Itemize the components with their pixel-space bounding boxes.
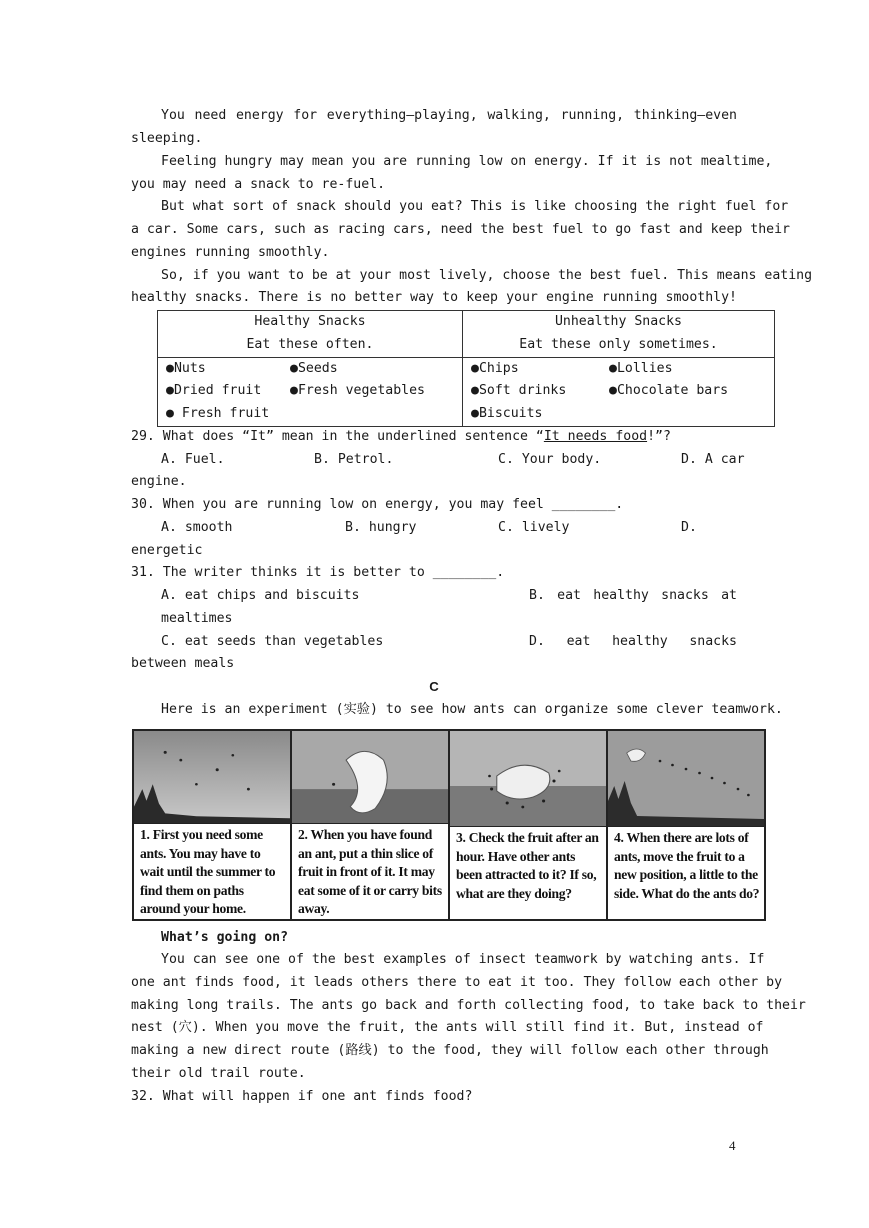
q31-option-c: C. eat seeds than vegetables xyxy=(161,634,384,649)
passage-b-p1-line1: You need energy for everything—playing, walking, running, thinking—even xyxy=(161,108,737,123)
unhealthy-item: ●Chips xyxy=(471,360,519,376)
passage-b-p1-line2: sleeping. xyxy=(131,131,203,146)
q29-option-d: D. A car xyxy=(681,452,745,467)
experiment-panel-1 xyxy=(134,731,292,919)
q29-option-a: A. Fuel. xyxy=(161,452,225,467)
ants-trail-picture xyxy=(608,731,764,827)
q29-option-c: C. Your body. xyxy=(498,452,602,467)
ants-around-fruit-picture xyxy=(450,731,606,827)
healthy-subtitle: Eat these often. xyxy=(246,336,374,352)
experiment-panel-3 xyxy=(450,731,608,919)
q31-option-d: D. eat healthy snacks xyxy=(529,634,737,649)
unhealthy-item: ●Biscuits xyxy=(471,406,543,422)
healthy-header-cell xyxy=(158,311,463,358)
unhealthy-item: ●Chocolate bars xyxy=(609,383,729,399)
q31-option-b: B. eat healthy snacks at xyxy=(529,588,737,603)
q31-option-b-cont: mealtimes xyxy=(161,611,233,626)
unhealthy-item: ●Lollies xyxy=(609,360,673,376)
experiment-panel-4 xyxy=(608,731,764,919)
q29-option-d-cont: engine. xyxy=(131,474,187,489)
healthy-items-cell xyxy=(158,357,463,426)
explanation-line-3: making long trails. The ants go back and forth collecting food, to take back to their xyxy=(131,998,806,1013)
passage-b-p2-line2: you may need a snack to re-fuel. xyxy=(131,177,386,192)
healthy-item: ●Fresh vegetables xyxy=(290,383,425,399)
q30-option-b: B. hungry xyxy=(345,520,417,535)
snack-table xyxy=(157,310,775,427)
passage-b-p3-line2: a car. Some cars, such as racing cars, need the best fuel to go fast and keep their xyxy=(131,222,790,237)
section-c-heading: C xyxy=(429,679,439,694)
passage-b-p3-line1: But what sort of snack should you eat? This is like choosing the right fuel for xyxy=(161,199,789,214)
section-c-subheading: What’s going on? xyxy=(161,930,289,945)
experiment-illustration-strip xyxy=(132,729,766,921)
q30-option-a: A. smooth xyxy=(161,520,233,535)
passage-b-p3-line3: engines running smoothly. xyxy=(131,245,330,260)
q30-option-d: D. xyxy=(681,520,697,535)
explanation-line-4: nest (穴). When you move the fruit, the ants will still find it. But, instead of xyxy=(131,1020,764,1035)
q30-option-d-cont: energetic xyxy=(131,543,203,558)
q31-option-a: A. eat chips and biscuits xyxy=(161,588,360,603)
question-29 xyxy=(131,426,737,449)
question-29-underlined: It needs food xyxy=(543,429,648,444)
page-number: 4 xyxy=(729,1138,736,1153)
fruit-slice-picture xyxy=(292,731,448,824)
unhealthy-header-cell xyxy=(463,311,775,358)
q30-option-c: C. lively xyxy=(498,520,570,535)
passage-b-p4-line2: healthy snacks. There is no better way to keep your engine running smoothly! xyxy=(131,290,737,305)
explanation-line-5: making a new direct route (路线) to the food, they will follow each other through xyxy=(131,1043,769,1058)
q29-option-b: B. Petrol. xyxy=(314,452,394,467)
question-29-end: !”? xyxy=(647,429,671,444)
healthy-item: ● Fresh fruit xyxy=(166,406,270,422)
panel-4-caption: 4. When there are lots of ants, move the fruit to a new position, a little to the side. What do the ants do? xyxy=(614,830,760,901)
experiment-panel-2 xyxy=(292,731,450,919)
passage-b-p2-line1: Feeling hungry may mean you are running low on energy. If it is not mealtime, xyxy=(161,154,773,169)
explanation-line-1: You can see one of the best examples of insect teamwork by watching ants. If xyxy=(161,952,765,967)
passage-b-p4-line1: So, if you want to be at your most lively, choose the best fuel. This means eating xyxy=(161,268,813,283)
question-32: 32. What will happen if one ant finds food? xyxy=(131,1089,473,1104)
healthy-item: ●Dried fruit xyxy=(166,383,262,399)
healthy-item: ●Nuts xyxy=(166,360,206,376)
explanation-line-2: one ant finds food, it leads others there to eat it too. They follow each other by xyxy=(131,975,783,990)
question-30: 30. When you are running low on energy, you may feel ________. xyxy=(131,497,624,512)
panel-1-caption: 1. First you need some ants. You may have to wait until the summer to find them on paths around your home. xyxy=(140,827,276,917)
ants-on-path-picture xyxy=(134,731,290,824)
healthy-title: Healthy Snacks xyxy=(254,314,366,329)
unhealthy-subtitle: Eat these only sometimes. xyxy=(519,336,718,352)
explanation-line-6: their old trail route. xyxy=(131,1066,306,1081)
unhealthy-item: ●Soft drinks xyxy=(471,383,567,399)
panel-3-caption: 3. Check the fruit after an hour. Have other ants been attracted to it? If so, what are they doing? xyxy=(456,830,599,901)
section-c-intro: Here is an experiment (实验) to see how ants can organize some clever teamwork. xyxy=(161,702,783,717)
question-31: 31. The writer thinks it is better to ________. xyxy=(131,565,505,580)
unhealthy-title: Unhealthy Snacks xyxy=(554,314,683,329)
question-29-text: 29. What does “It” mean in the underlined sentence “ xyxy=(131,429,544,444)
healthy-item: ●Seeds xyxy=(290,360,338,376)
panel-2-caption: 2. When you have found an ant, put a thin slice of fruit in front of it. It may eat some of it or carry bits away. xyxy=(298,827,442,917)
q31-option-d-cont: between meals xyxy=(131,656,235,671)
unhealthy-items-cell xyxy=(463,357,775,426)
